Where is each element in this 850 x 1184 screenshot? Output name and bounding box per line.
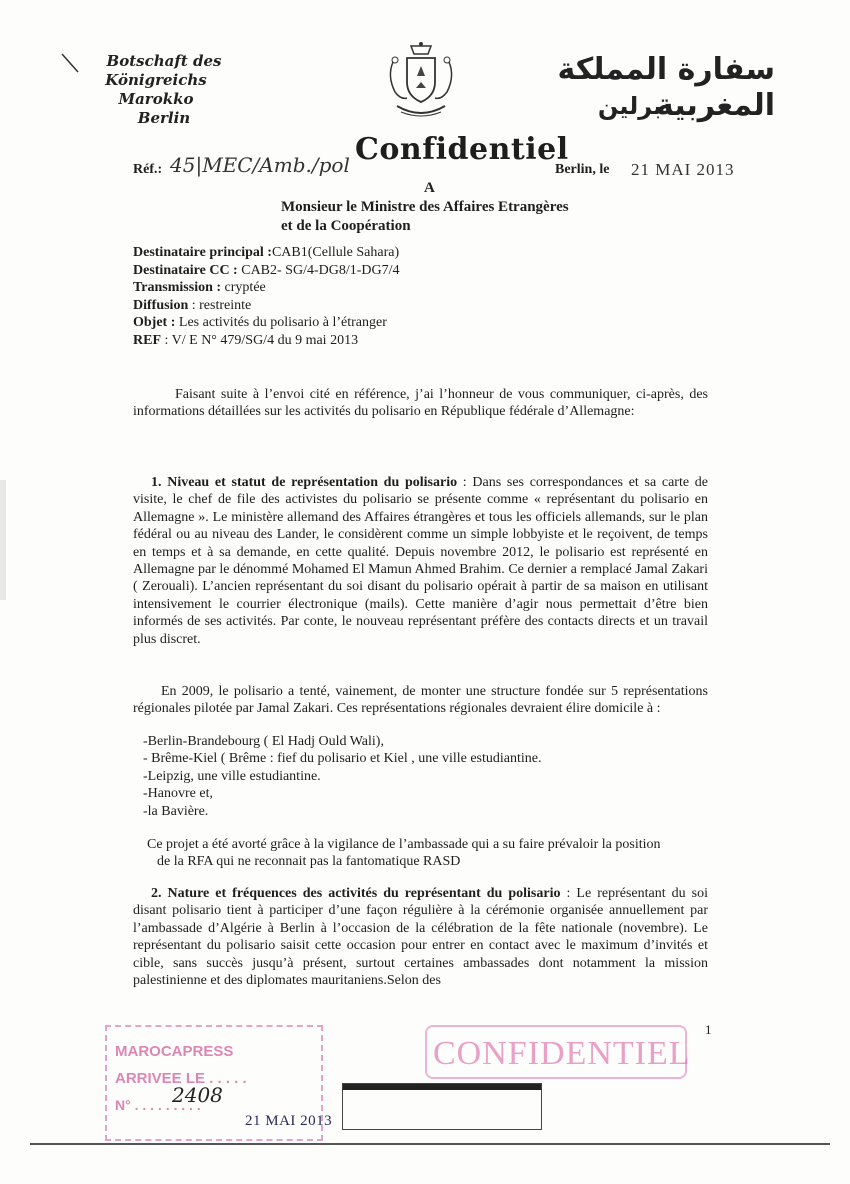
scan-edge-shadow — [0, 480, 6, 600]
date-label: Berlin, le — [555, 162, 610, 177]
meta-label: Destinataire CC : — [133, 262, 238, 278]
meta-value: cryptée — [221, 280, 266, 295]
arabic-city-name: برلين — [597, 92, 663, 120]
meta-value: : V/ E N° 479/SG/4 du 9 mai 2013 — [161, 332, 359, 348]
meta-label: Objet : — [133, 315, 176, 330]
confidentiel-stamp-text: CONFIDENTIEL — [433, 1035, 691, 1072]
sender-line-2: Königreichs Marokko — [105, 71, 207, 108]
section-1-paragraph — [133, 474, 708, 648]
recipient-block — [281, 198, 569, 236]
meta-row-ref — [133, 332, 400, 350]
arrival-stamp-line-1: MAROCAPRESS — [115, 1043, 234, 1060]
coat-of-arms-emblem — [383, 40, 459, 126]
sender-header — [84, 52, 244, 128]
meta-row-diffusion — [133, 297, 400, 315]
meta-value: Les activités du polisario à l’étranger — [175, 315, 387, 330]
meta-row-transmission — [133, 279, 400, 297]
metadata-block — [133, 244, 400, 349]
section-2-text: : Le représentant du soi disant polisario tient à participer d’une façon régulière à la cérémonie organisée annuellement par l’ambassade d’Algérie à Berlin à l’occasion de la célébration de la fête nationale (novembre). Le représentant du polisario saisit cette occasion pour entrer en contact avec le maximum d’invités et cible, sans succès jusqu’à présent, surtout certaines ambassades dont notamment la mission palestinienne et des diplomates mauritaniens.Selon des — [133, 886, 708, 989]
registry-box-bar — [343, 1084, 541, 1090]
bottom-rule — [30, 1143, 830, 1145]
intro-paragraph: Faisant suite à l’envoi cité en référence, j’ai l’honneur de vous communiquer, ci-après, des informations détaillées sur les activités du polisario en République fédérale d’Allemagne: — [133, 387, 708, 420]
section-2-heading: 2. Nature et fréquences des activités du représentant du polisario — [151, 886, 561, 901]
list-item: -Leipzig, une ville estudiantine. — [143, 768, 321, 784]
section-2-paragraph — [133, 885, 708, 989]
meta-value: CAB2- SG/4-DG8/1-DG7/4 — [237, 262, 400, 278]
meta-label: REF — [133, 332, 161, 348]
recipient-line-1: Monsieur le Ministre des Affaires Etrangères — [281, 199, 569, 215]
ref-handwritten-number: 45|MEC/Amb./pol — [170, 153, 350, 177]
meta-label: Destinataire principal : — [133, 245, 272, 260]
meta-row-recipient-cc — [133, 262, 400, 280]
paragraph-2009: En 2009, le polisario a tenté, vainement, de monter une structure fondée sur 5 représentations régionales pilotée par Jamal Zakari. Ces représentations régionales devraient élire domicile à : — [133, 684, 708, 717]
meta-value: CAB1(Cellule Sahara) — [271, 245, 400, 260]
page-number: 1 — [705, 1022, 712, 1037]
meta-label: Diffusion — [133, 297, 189, 313]
list-item: -la Bavière. — [143, 803, 209, 819]
outcome-line-2: de la RFA qui ne reconnait pas la fantomatique RASD — [157, 854, 461, 870]
registry-box — [342, 1083, 542, 1130]
recipient-line-2: et de la Coopération — [281, 218, 411, 234]
sender-line-3: Berlin — [137, 109, 191, 127]
list-item: -Hanovre et, — [143, 786, 213, 802]
city-list — [143, 733, 542, 820]
date-stamp: 21 MAI 2013 — [631, 160, 735, 179]
outcome-paragraph — [147, 836, 707, 871]
list-item: -Berlin-Brandebourg ( El Hadj Ould Wali), — [143, 734, 384, 749]
meta-label: Transmission : — [133, 280, 222, 295]
ref-label: Réf.: — [133, 162, 163, 177]
section-1-heading: 1. Niveau et statut de représentation du polisario — [151, 475, 458, 490]
arrival-stamp-line-3: N° . . . . . . . . . — [115, 1097, 201, 1113]
confidentiel-stamp — [425, 1025, 691, 1080]
confidential-heading: Confidentiel — [355, 132, 569, 167]
recipient-prefix: A — [424, 180, 435, 196]
meta-row-recipient-main — [133, 244, 400, 262]
sender-line-1: Botschaft des — [106, 52, 222, 70]
arrival-number-handwritten: 2408 — [172, 1083, 223, 1107]
arrival-stamp-line-2: ARRIVEE LE . . . . . — [115, 1070, 247, 1087]
meta-value: : restreinte — [188, 297, 252, 313]
section-1-text: : Dans ses correspondances et sa carte de visite, le chef de file des activistes du polisario se présente comme « représentant du polisario en Allemagne ». Le ministère allemand des Affaires étrangères et tous les officiels allemands, sur le plan fédéral ou au niveau des Lander, le considèrent comme un simple lobbyiste et le reçoivent, de temps en temps et à sa demande, en cette qualité. Depuis novembre 2012, le polisario est représenté en Allemagne par le dénommé Mohamed El Mamun Ahmed Brahim. Ce dernier a remplacé Jamal Zakari ( Zerouali). L’ancien représentant du soi disant du polisario opérait à partir de sa maison en utilisant intensivement le courrier électronique (mails). Cette manière d’agir nous permettait d’être bien informés de ses activités. Par conte, le nouveau représentant préfère des contacts directs et un travail plus discret. — [133, 475, 708, 647]
arabic-embassy-title: سفارة المملكة المغربية — [557, 52, 775, 123]
arrival-date-stamp: 21 MAI 2013 — [245, 1113, 333, 1129]
list-item: - Brême-Kiel ( Brême : fief du polisario et Kiel , une ville estudiantine. — [143, 751, 542, 767]
outcome-line-1: Ce projet a été avorté grâce à la vigilance de l’ambassade qui a su faire prévaloir la position — [147, 837, 661, 852]
meta-row-object — [133, 314, 400, 332]
